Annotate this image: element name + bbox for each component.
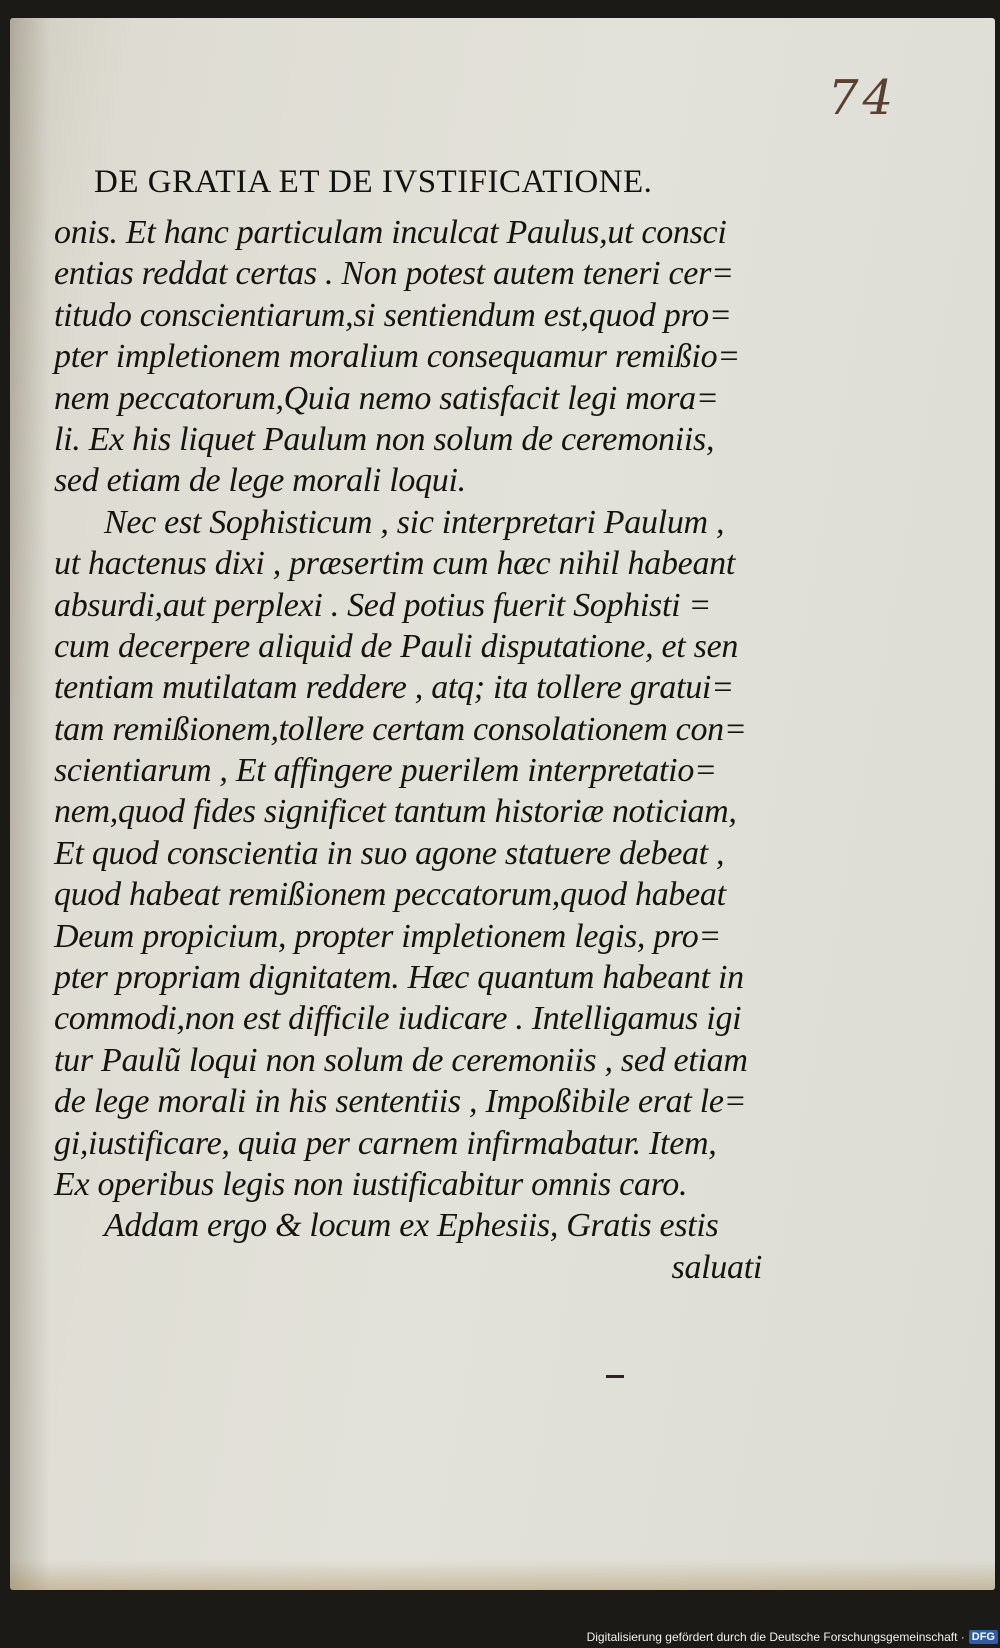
text-line: quod habeat remißionem peccatorum,quod habeat [54,876,726,914]
text-line: li. Ex his liquet Paulum non solum de ceremoniis, [54,420,715,458]
text-line: scientiarum , Et affingere puerilem interpretatio= [54,752,717,790]
text-line: gi,iustificare, quia per carnem infirmabatur. Item, [54,1124,717,1162]
text-line: sed etiam de lege morali loqui. [54,462,466,500]
digitization-footer [587,1628,998,1646]
text-line: cum decerpere aliquid de Pauli disputatione, et sen [54,627,739,665]
text-line: titudo conscientiarum,si sentiendum est,quod pro= [54,296,732,334]
text-line: entias reddat certas . Non potest autem teneri cer= [54,255,734,293]
running-header: DE GRATIA ET DE IVSTIFICATIONE. [94,164,653,200]
text-line: Nec est Sophisticum , sic interpretari Paulum , [104,503,725,541]
text-line: tentiam mutilatam reddere , atq; ita tollere gratui= [54,669,734,707]
text-line: nem peccatorum,Quia nemo satisfacit legi mora= [54,379,719,417]
text-line: nem,quod fides significet tantum historiæ noticiam, [54,793,737,831]
text-line: Ex operibus legis non iustificabitur omnis caro. [54,1165,688,1203]
text-line: de lege morali in his sententiis , Impoßibile erat le= [54,1083,747,1121]
text-line: Addam ergo & locum ex Ephesiis, Gratis estis [104,1207,719,1245]
text-line: tam remißionem,tollere certam consolationem con= [54,710,747,748]
text-line: commodi,non est difficile iudicare . Intelligamus igi [54,1000,742,1038]
text-line: tur Paulũ loqui non solum de ceremoniis , sed etiam [54,1041,748,1079]
text-line: saluati [671,1248,762,1286]
text-line: onis. Et hanc particulam inculcat Paulus,ut consci [54,214,727,251]
text-line: absurdi,aut perplexi . Sed potius fuerit Sophisti = [54,586,712,624]
footer-text: Digitalisierung gefördert durch die Deutsche Forschungsgemeinschaft · [586,1630,965,1644]
text-line: pter propriam dignitatem. Hæc quantum habeant in [54,959,744,997]
dash-mark [606,1375,624,1378]
dfg-logo: DFG [969,1630,998,1644]
text-line: pter impletionem moralium consequamur remißio= [54,338,740,376]
text-line: Deum propicium, propter impletionem legis, pro= [54,917,722,955]
body-text [54,212,770,1288]
book-page [10,18,995,1590]
text-line: ut hactenus dixi , præsertim cum hæc nihil habeant [54,545,735,583]
folio-number: 74 [828,70,898,126]
text-line: Et quod conscientia in suo agone statuere debeat , [54,834,725,872]
